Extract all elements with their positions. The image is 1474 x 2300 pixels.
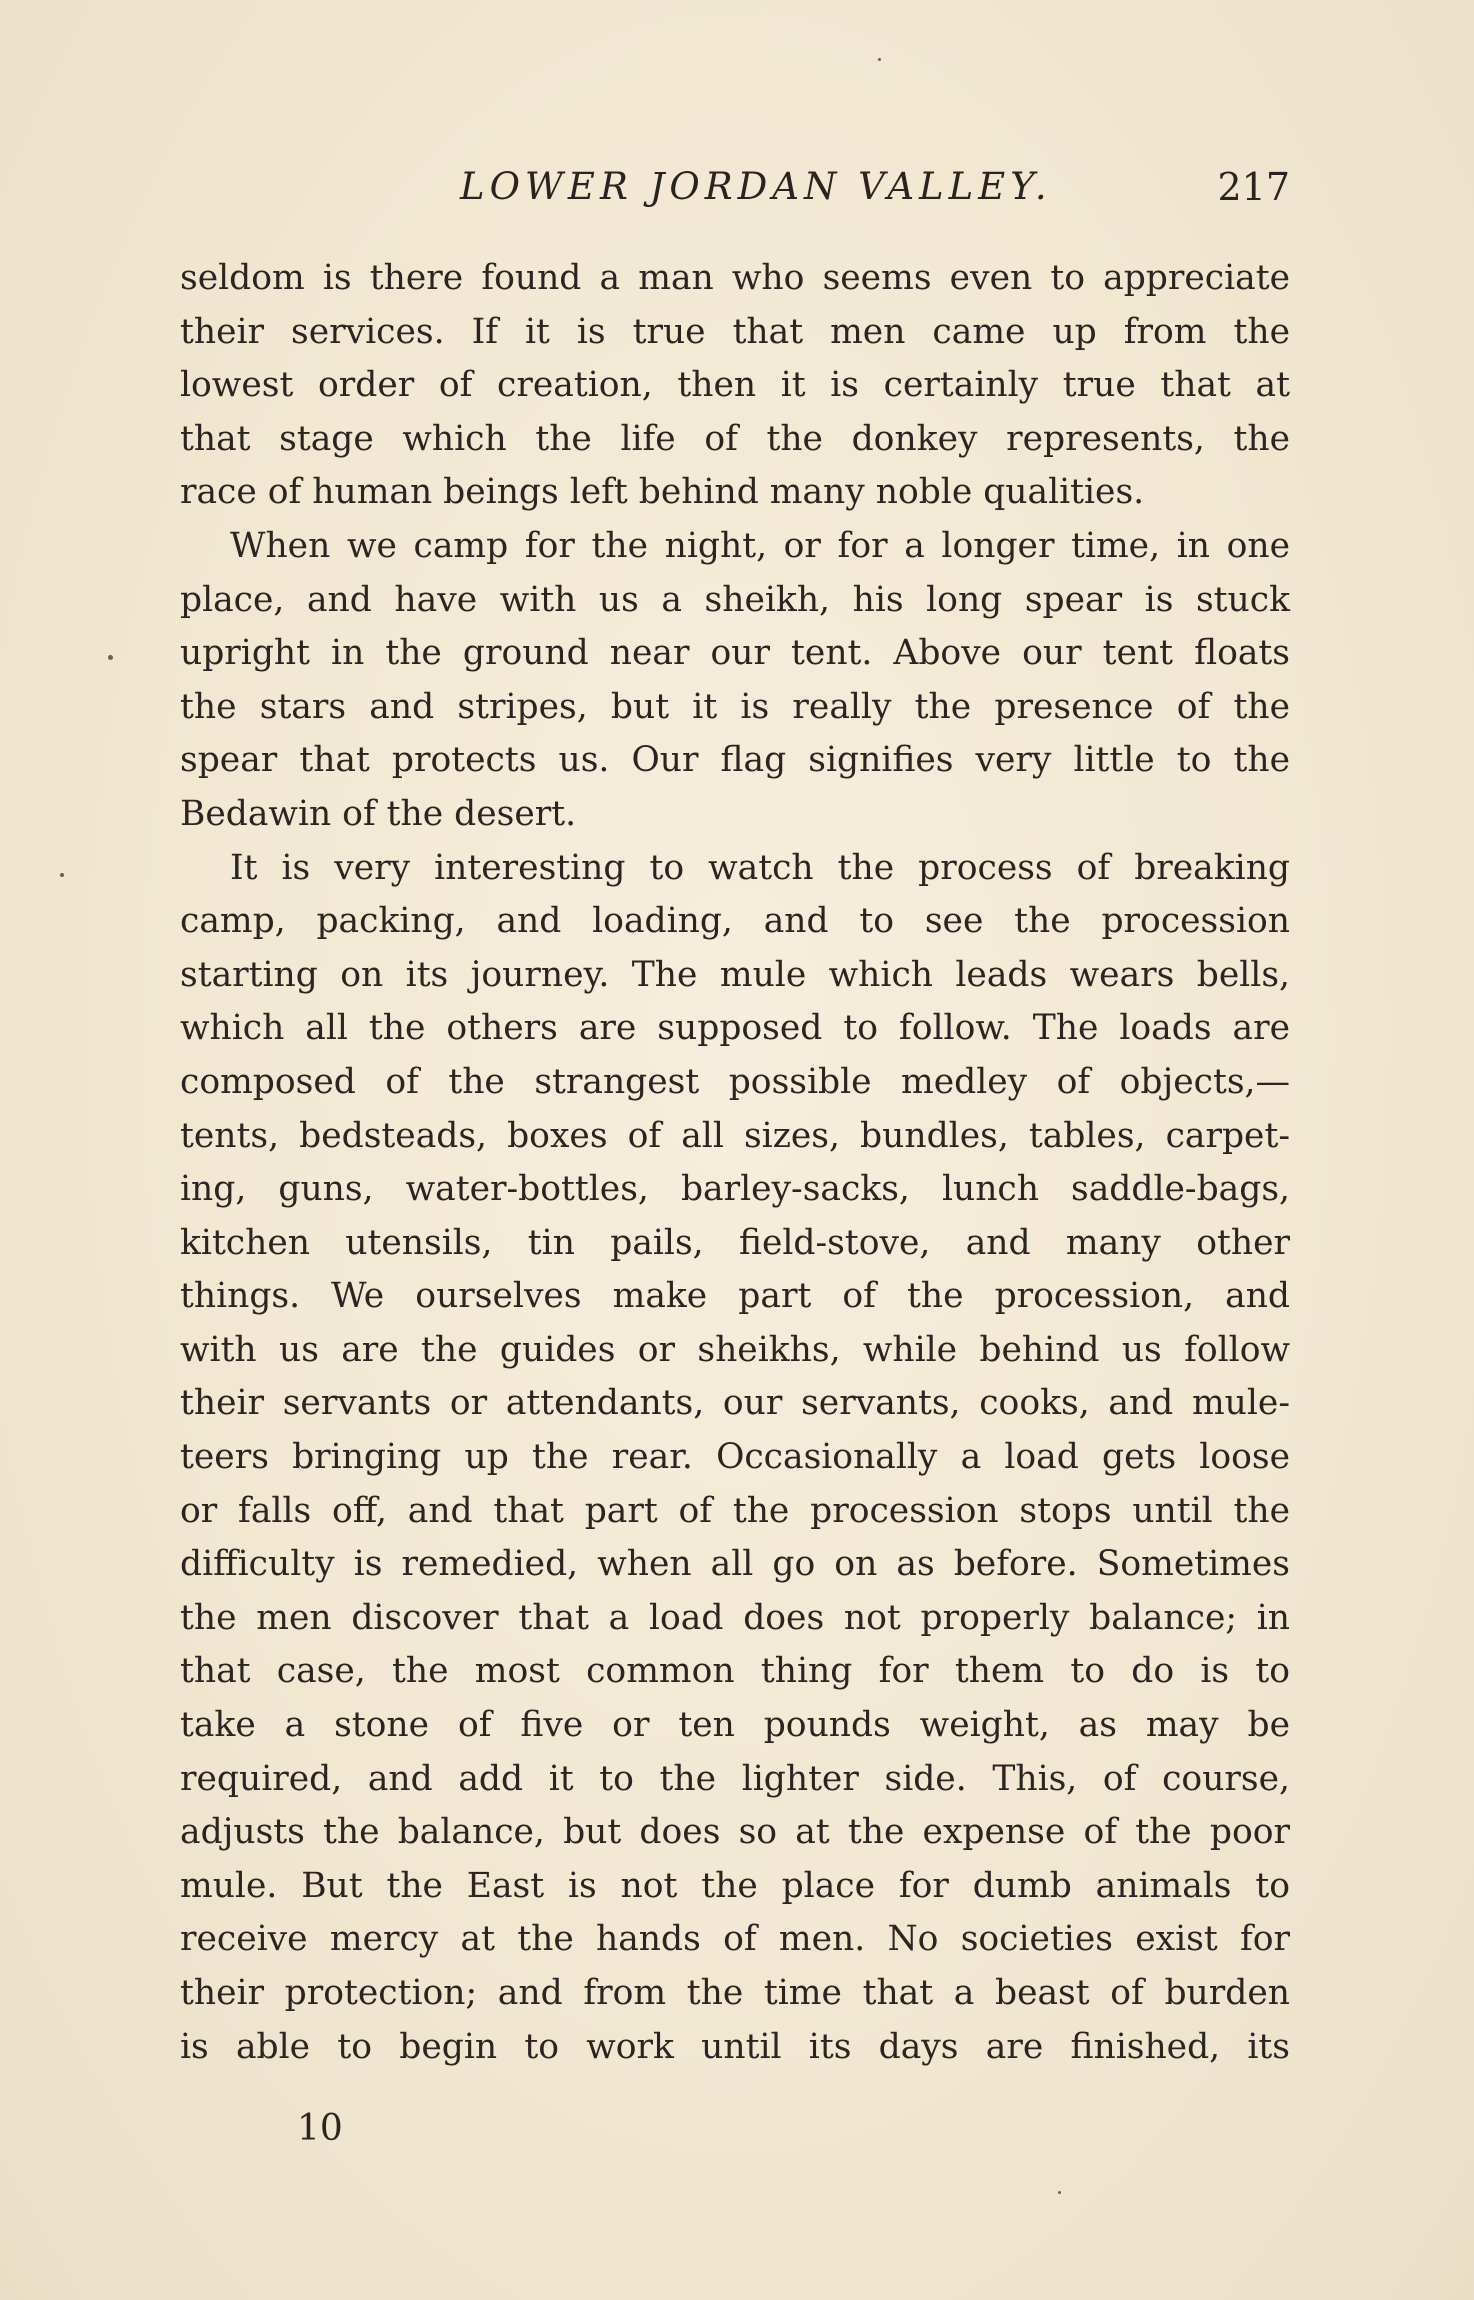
paper-speck	[878, 58, 881, 61]
text-line: or falls off, and that part of the procession stops until the	[180, 1490, 1290, 1531]
text-line: the men discover that a load does not properly balance; in	[180, 1597, 1290, 1638]
text-line: with us are the guides or sheikhs, while behind us follow	[180, 1329, 1290, 1370]
text-line: kitchen utensils, tin pails, field-stove, and many other	[180, 1222, 1290, 1263]
body-text	[180, 252, 1290, 2074]
paper-speck	[1058, 2191, 1061, 2194]
text-line: tents, bedsteads, boxes of all sizes, bundles, tables, carpet-	[180, 1115, 1290, 1156]
running-head	[180, 165, 1290, 225]
paper-speck	[60, 873, 64, 877]
text-line: It is very interesting to watch the process of breaking	[230, 847, 1290, 888]
text-line: composed of the strangest possible medley of objects,—	[180, 1061, 1290, 1102]
text-line: their protection; and from the time that a beast of burden	[180, 1973, 1290, 2013]
text-line: race of human beings left behind many noble qualities.	[180, 472, 1145, 513]
text-line: receive mercy at the hands of men. No societies exist for	[180, 1919, 1290, 1960]
text-line: is able to begin to work until its days are finished, its	[180, 2026, 1290, 2067]
text-line: things. We ourselves make part of the procession, and	[180, 1276, 1290, 1317]
text-line: Bedawin of the desert.	[180, 793, 577, 834]
text-line: place, and have with us a sheikh, his long spear is stuck	[180, 579, 1290, 620]
text-line: spear that protects us. Our flag signifies very little to the	[180, 740, 1290, 781]
text-line: that stage which the life of the donkey represents, the	[180, 418, 1290, 459]
text-line: lowest order of creation, then it is certainly true that at	[180, 365, 1290, 406]
text-line: upright in the ground near our tent. Above our tent floats	[180, 633, 1290, 674]
text-line: adjusts the balance, but does so at the expense of the poor	[180, 1812, 1290, 1853]
text-line: teers bringing up the rear. Occasionally a load gets loose	[180, 1437, 1290, 1478]
page-number: 217	[1217, 165, 1290, 209]
paper-speck	[108, 655, 113, 660]
text-line: take a stone of five or ten pounds weight, as may be	[180, 1705, 1290, 1746]
text-line: starting on its journey. The mule which leads wears bells,	[180, 954, 1290, 995]
text-line: the stars and stripes, but it is really the presence of the	[180, 686, 1290, 727]
text-line: mule. But the East is not the place for dumb animals to	[180, 1865, 1290, 1906]
signature-mark: 10	[297, 2108, 343, 2149]
text-line: When we camp for the night, or for a longer time, in one	[230, 525, 1290, 566]
text-line: their services. If it is true that men came up from the	[180, 311, 1290, 352]
text-line: their servants or attendants, our servants, cooks, and mule-	[180, 1383, 1290, 1424]
text-line: that case, the most common thing for them to do is to	[180, 1651, 1290, 1692]
text-line: seldom is there found a man who seems even to appreciate	[180, 258, 1290, 298]
text-line: required, and add it to the lighter side. This, of course,	[180, 1758, 1290, 1799]
text-line: camp, packing, and loading, and to see the procession	[180, 901, 1290, 942]
text-line: difficulty is remedied, when all go on as before. Sometimes	[180, 1544, 1290, 1585]
text-line: which all the others are supposed to follow. The loads are	[180, 1008, 1290, 1049]
text-line: ing, guns, water-bottles, barley-sacks, lunch saddle-bags,	[180, 1169, 1290, 1210]
running-title: LOWER JORDAN VALLEY.	[460, 165, 1052, 208]
